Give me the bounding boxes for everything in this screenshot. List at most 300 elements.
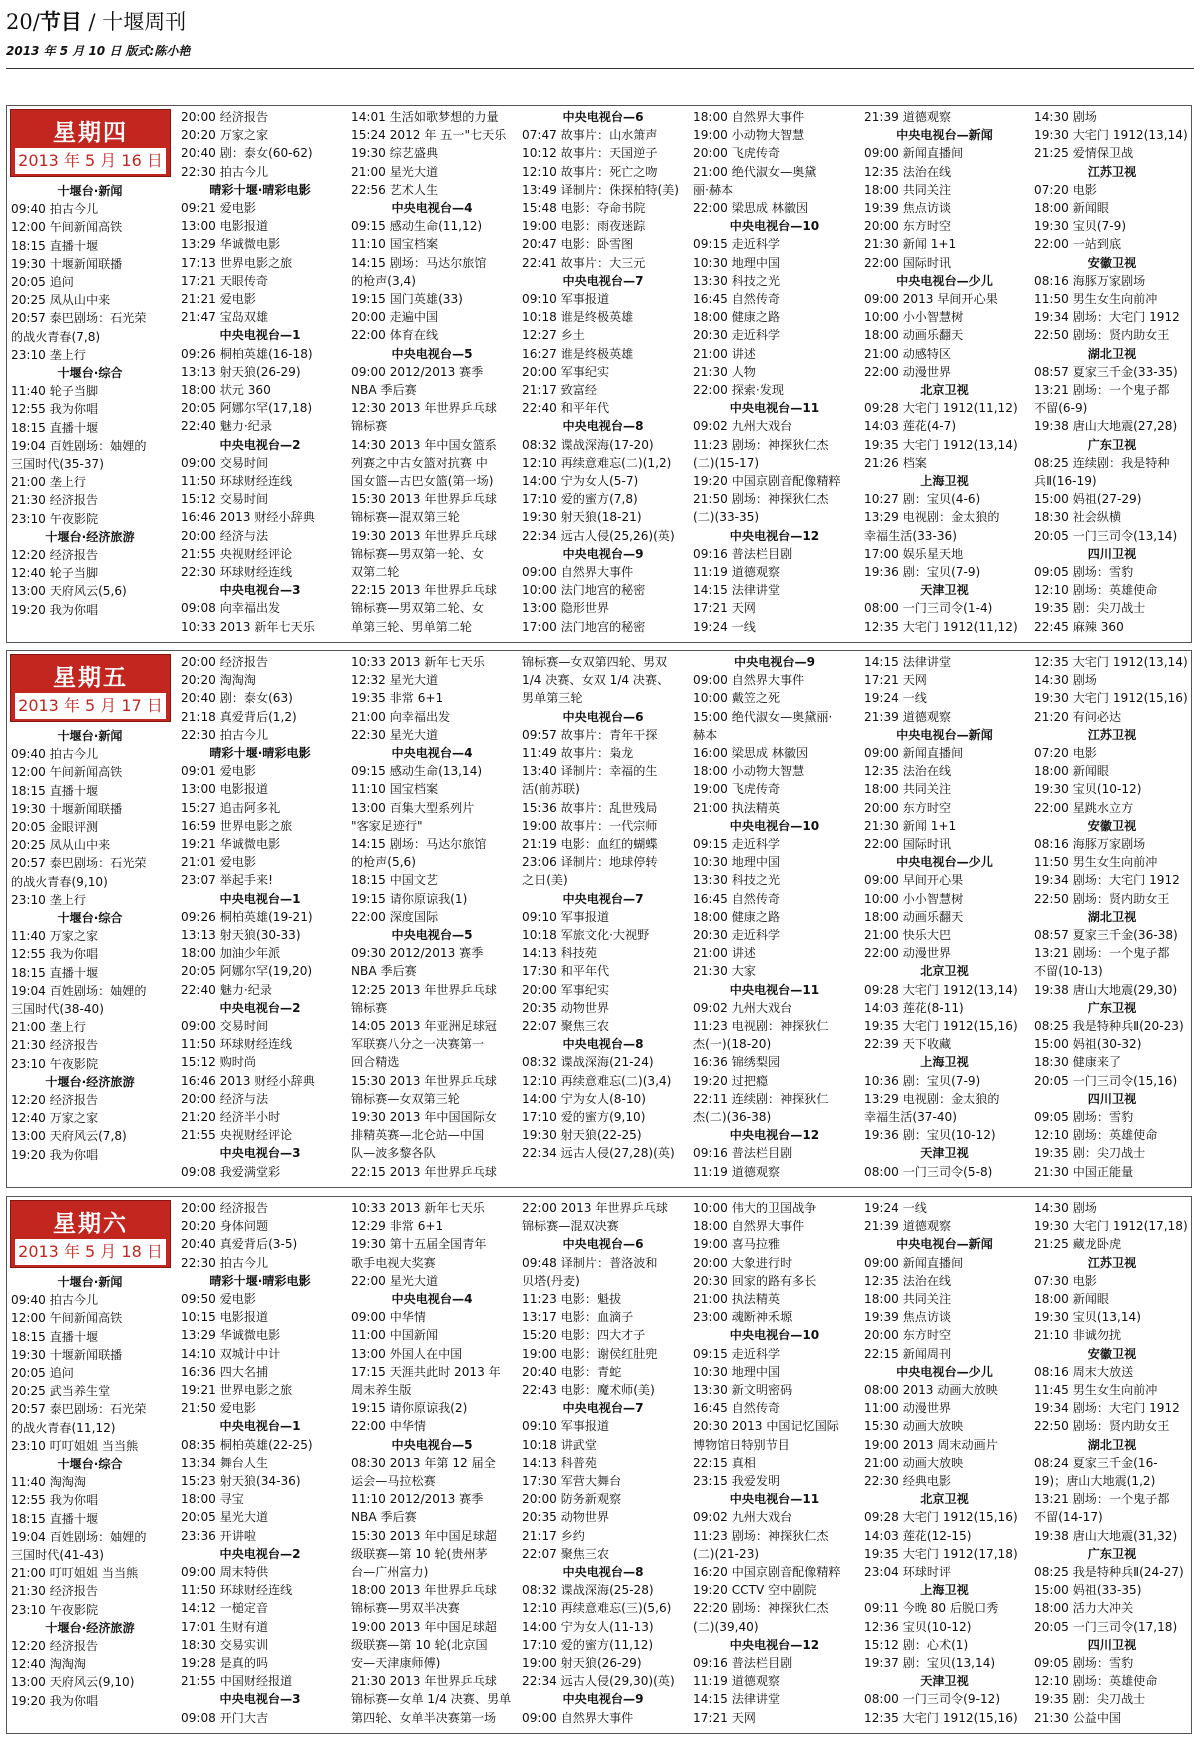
program-line: 20:05 阿娜尔罕(17,18) — [181, 401, 313, 416]
program-line: 17:00 法门地宫的秘密 — [522, 619, 646, 634]
program-line: 09:00 新闻直播间 — [864, 1255, 964, 1270]
program-line: 18:00 新闻眼 — [1034, 764, 1109, 779]
program-line: 12:20 经济报告 — [11, 1639, 99, 1654]
program-line: 不留(10-13) — [1034, 964, 1103, 979]
program-line: 19:24 一线 — [864, 691, 927, 706]
program-line: 20:35 动物世界 — [522, 1000, 610, 1015]
program-line: 16:36 四大名捕 — [181, 1364, 269, 1379]
program-line: 20:05 一门三司令(17,18) — [1034, 1619, 1178, 1634]
program-line: 10:00 法门地宫的秘密 — [522, 583, 646, 598]
program-line: 08:16 周末大放送 — [1034, 1364, 1134, 1379]
program-line: 09:05 剧场：雪豹 — [1034, 1656, 1134, 1671]
program-line: 11:50 环球财经连线 — [181, 474, 293, 489]
program-line: 第四轮、女单半决赛第一场 — [351, 1710, 497, 1725]
program-line: 12:20 经济报告 — [11, 1093, 99, 1108]
program-line: 15:00 绝代淑女—奥黛丽· — [693, 709, 833, 724]
program-line: 20:40 电影：青蛇 — [522, 1364, 622, 1379]
schedule-column — [864, 1199, 1025, 1727]
program-line: 23:00 魂断神禾塬 — [693, 1310, 793, 1325]
program-line: 11:50 男生女生向前冲 — [1034, 855, 1158, 870]
program-line: 18:00 2013 年世界乒乓球 — [351, 1583, 497, 1598]
program-line: 幸福生活(37-40) — [864, 1110, 957, 1125]
channel-heading: 中央电视台—8 — [562, 1565, 644, 1580]
program-line: 10:00 小小智慧树 — [864, 310, 964, 325]
program-line: 20:05 追问 — [11, 1366, 74, 1381]
program-line: 21:39 道德观察 — [864, 1219, 952, 1234]
program-line: 22:30 环球财经连线 — [181, 565, 293, 580]
program-line: 10:00 小小智慧树 — [864, 891, 964, 906]
program-line: 14:15 法律讲堂 — [864, 655, 952, 669]
channel-heading: 中央电视台—2 — [219, 1000, 301, 1015]
channel-heading: 十堰台·经济旅游 — [45, 1074, 135, 1089]
program-line: 18:00 自然界大事件 — [693, 110, 805, 124]
program-line: 09:00 早间开心果 — [864, 873, 964, 888]
program-line: 锦标赛—男双第二轮、女 — [351, 601, 485, 616]
program-line: 15:27 追击阿多礼 — [181, 800, 281, 815]
program-line: 19:35 剧：尖刀战士 — [1034, 601, 1146, 616]
program-line: 20:00 军事纪实 — [522, 982, 610, 997]
channel-heading: 四川卫视 — [1087, 546, 1137, 561]
channel-heading: 安徽卫视 — [1087, 255, 1137, 270]
program-line: 20:20 淘淘淘 — [181, 673, 256, 688]
program-line: 10:36 剧：宝贝(7-9) — [864, 1073, 981, 1088]
program-line: 09:00 2012/2013 赛季 — [351, 364, 484, 379]
program-line: 22:15 真相 — [693, 1455, 756, 1470]
program-line: 10:18 讲武堂 — [522, 1437, 597, 1452]
channel-heading: 中央电视台—9 — [562, 1692, 644, 1707]
program-line: 19:30 宝贝(10-12) — [1034, 782, 1142, 797]
program-line: 21:30 经济报告 — [11, 1038, 99, 1053]
program-line: 20:00 东方时空 — [864, 1328, 952, 1343]
program-line: 21:30 经济报告 — [11, 493, 99, 508]
program-line: 19:39 焦点访谈 — [864, 1310, 952, 1325]
program-line: 19:30 大宅门 1912(17,18) — [1034, 1219, 1188, 1234]
program-line: 22:00 体育在线 — [351, 328, 439, 343]
program-line: 20:00 东方时空 — [864, 219, 952, 234]
program-line: 09:10 军事报道 — [522, 292, 610, 307]
program-line: 19:36 剧：宝贝(10-12) — [864, 1128, 996, 1143]
program-line: 22:39 天下收藏 — [864, 1037, 952, 1052]
program-line: 12:00 午间新闻高铁 — [11, 220, 123, 235]
program-line: 回合精选 — [351, 1055, 400, 1070]
channel-heading: 上海卫视 — [920, 1055, 969, 1070]
program-line: 19:30 第十五届全国青年 — [351, 1237, 487, 1252]
program-line: 12:55 我为你唱 — [11, 1493, 99, 1508]
program-line: 14:03 莲花(8-11) — [864, 1000, 964, 1015]
channel-heading: 中央电视台—3 — [219, 583, 301, 598]
program-line: 16:46 2013 财经小辞典 — [181, 510, 315, 525]
program-line: 单第三轮、男单第二轮 — [351, 619, 472, 634]
program-line: 锦标赛—混双第三轮 — [351, 510, 460, 525]
program-line: 22:40 魅力·纪录 — [181, 982, 272, 997]
program-line: 13:29 华诚微电影 — [181, 237, 281, 252]
program-line: 三国时代(35-37) — [11, 457, 104, 472]
channel-heading: 中央电视台—7 — [562, 891, 644, 906]
program-line: 19)；唐山大地震(1,2) — [1034, 1474, 1156, 1489]
program-line: 21:39 道德观察 — [864, 110, 952, 124]
program-line: 21:20 经济半小时 — [181, 1110, 281, 1125]
program-line: 08:32 谍战深海(21-24) — [522, 1055, 654, 1070]
channel-heading: 中央电视台—7 — [562, 273, 644, 288]
program-line: 21:30 新闻 1+1 — [864, 237, 957, 252]
program-line: 08:25 我是特种兵Ⅱ(24-27) — [1034, 1565, 1184, 1580]
channel-heading: 十堰台·综合 — [57, 1457, 123, 1472]
channel-heading: 中央电视台—新闻 — [896, 1237, 993, 1252]
channel-heading: 中央电视台—4 — [391, 1292, 473, 1307]
program-line: 07:47 故事片：山水箫声 — [522, 128, 658, 143]
program-line: 之日(美) — [522, 873, 568, 888]
program-line: 19:20 中国京剧音配像精粹 — [693, 474, 841, 489]
program-line: 09:02 九州大戏台 — [693, 1510, 793, 1525]
program-line: 锦标赛 — [351, 1000, 388, 1015]
program-line: 11:19 道德观察 — [693, 1164, 781, 1179]
program-line: 09:15 走近科学 — [693, 837, 781, 852]
schedule-column — [522, 653, 684, 1163]
program-line: 14:01 生活如歌梦想的力量 — [351, 110, 499, 124]
program-line: 11:50 环球财经连线 — [181, 1037, 293, 1052]
channel-heading: 四川卫视 — [1087, 1091, 1137, 1106]
program-line: 13:21 剧场：一个鬼子都 — [1034, 383, 1170, 398]
program-line: 15:30 2013 年世界乒乓球 — [351, 1073, 497, 1088]
program-line: 19:00 故事片：一代宗师 — [522, 818, 658, 833]
program-line: 08:00 一门三司令(1-4) — [864, 601, 993, 616]
program-line: 09:26 桐柏英雄(16-18) — [181, 346, 313, 361]
program-line: 21:30 新闻 1+1 — [864, 818, 957, 833]
program-line: 19:30 射天狼(22-25) — [522, 1128, 642, 1143]
program-line: 09:30 2012/2013 赛季 — [351, 946, 484, 961]
channel-heading: 中央电视台—6 — [562, 1237, 644, 1252]
program-line: 活(前苏联) — [522, 782, 580, 797]
program-line: 18:00 共同关注 — [864, 1292, 952, 1307]
program-line: 12:27 乡土 — [522, 328, 585, 343]
program-line: 22:00 国际时讯 — [864, 255, 952, 270]
program-line: 17:30 和平年代 — [522, 964, 610, 979]
program-line: 14:13 科技苑 — [522, 946, 597, 961]
channel-heading: 中央电视台—10 — [729, 818, 820, 833]
program-line: 23:10 垄上行 — [11, 892, 86, 907]
channel-heading: 中央电视台—11 — [729, 1492, 820, 1507]
program-line: 11:19 道德观察 — [693, 1674, 781, 1689]
schedule-column — [1034, 1199, 1190, 1727]
program-line: 12:00 午间新闻高铁 — [11, 765, 123, 780]
program-line: (二)(33-35) — [693, 510, 760, 525]
program-line: 23:10 午夜影院 — [11, 1602, 99, 1617]
program-line: 运会—马拉松赛 — [351, 1474, 436, 1489]
program-line: 19:35 非常 6+1 — [351, 691, 444, 706]
program-line: 17:21 天网 — [693, 601, 756, 616]
program-line: 15:23 射天狼(34-36) — [181, 1474, 301, 1489]
program-line: 10:12 故事片：天国逆子 — [522, 146, 658, 161]
program-line: 15:00 妈祖(27-29) — [1034, 492, 1142, 507]
channel-heading: 中央电视台—5 — [391, 1437, 473, 1452]
program-line: 12:20 经济报告 — [11, 548, 99, 563]
program-line: 20:00 飞虎传奇 — [693, 146, 781, 161]
channel-heading: 中央电视台—9 — [562, 546, 644, 561]
channel-heading: 中央电视台—1 — [219, 328, 301, 343]
day-badge — [10, 109, 171, 177]
program-line: 12:30 2013 年世界乒乓球 — [351, 401, 497, 416]
program-line: 22:30 拍古今儿 — [181, 727, 269, 742]
program-line: 21:25 爱情保卫战 — [1034, 146, 1134, 161]
channel-heading: 中央电视台—12 — [729, 1128, 820, 1143]
channel-heading: 江苏卫视 — [1087, 164, 1137, 179]
program-line: "客家足迹行" — [351, 818, 423, 833]
program-line: 18:15 直播十堰 — [11, 1511, 99, 1526]
program-line: 18:00 状元 360 — [181, 383, 271, 398]
program-line: 08:57 夏家三千金(33-35) — [1034, 364, 1178, 379]
program-line: 21:00 执法精英 — [693, 1292, 781, 1307]
program-line: 20:30 2013 中国记忆国际 — [693, 1419, 839, 1434]
channel-heading: 北京卫视 — [920, 1492, 969, 1507]
channel-heading: 十堰台·新闻 — [57, 729, 123, 743]
program-line: 21:10 非诚勿扰 — [1034, 1328, 1122, 1343]
program-line: 19:04 百姓剧场：妯娌的 — [11, 438, 147, 453]
program-line: 19:00 飞虎传奇 — [693, 782, 781, 797]
section-name: 节目 — [39, 9, 82, 34]
channel-heading: 中央电视台—4 — [391, 201, 473, 216]
program-line: 11:40 轮子当脚 — [11, 384, 99, 399]
program-line: 19:37 剧：宝贝(13,14) — [864, 1656, 996, 1671]
channel-heading: 中央电视台—5 — [391, 928, 473, 943]
program-line: 18:00 共同关注 — [864, 182, 952, 197]
program-line: 19:30 宝贝(13,14) — [1034, 1310, 1141, 1325]
program-line: 23:07 举起手来! — [181, 873, 273, 888]
program-line: 20:25 凤从山中来 — [11, 838, 111, 853]
program-line: 09:00 新闻直播间 — [864, 746, 964, 761]
program-line: 12:10 故事片：死亡之吻 — [522, 164, 658, 179]
channel-heading: 十堰台·经济旅游 — [45, 1620, 135, 1635]
channel-heading: 江苏卫视 — [1087, 1255, 1137, 1270]
program-line: 10:00 伟大的卫国战争 — [693, 1201, 817, 1215]
channel-heading: 晴彩十堰·晴彩电影 — [209, 1273, 311, 1288]
schedule-column — [522, 108, 684, 636]
channel-heading: 天津卫视 — [920, 1146, 969, 1161]
program-line: 21:26 档案 — [864, 455, 927, 470]
program-line: 18:00 新闻眼 — [1034, 1292, 1109, 1307]
program-line: 12:36 宝贝(10-12) — [864, 1619, 972, 1634]
publication-name: 十堰周刊 — [102, 10, 187, 34]
program-line: 20:05 一门三司令(13,14) — [1034, 528, 1178, 543]
program-line: 21:17 致富经 — [522, 383, 597, 398]
program-line: 09:08 开门大吉 — [181, 1710, 269, 1725]
program-line: 09:02 九州大戏台 — [693, 419, 793, 434]
program-line: 09:05 剧场：雪豹 — [1034, 565, 1134, 580]
program-line: 19:30 宝贝(7-9) — [1034, 219, 1127, 234]
program-line: 18:15 中国文艺 — [351, 873, 439, 888]
program-line: 12:10 再续意难忘(二)(3,4) — [522, 1073, 672, 1088]
program-line: 13:21 剧场：一个鬼子都 — [1034, 946, 1170, 961]
channel-heading: 晴彩十堰·晴彩电影 — [209, 182, 311, 197]
program-line: 19:30 十堰新闻联播 — [11, 801, 123, 816]
program-line: 22:00 中华情 — [351, 1419, 426, 1434]
program-line: 19:21 世界电影之旅 — [181, 1383, 293, 1398]
program-line: 20:00 经济报告 — [181, 1201, 269, 1215]
program-line: 07:20 电影 — [1034, 182, 1097, 197]
program-line: 16:36 锦绣梨园 — [693, 1055, 781, 1070]
program-line: 22:00 国际时讯 — [864, 837, 952, 852]
program-line: 17:21 天眼传奇 — [181, 273, 269, 288]
schedule-column — [1034, 653, 1190, 1181]
program-line: 14:03 莲花(12-15) — [864, 1528, 972, 1543]
program-line: 12:40 万家之家 — [11, 1111, 99, 1126]
program-line: 丽·赫本 — [693, 182, 734, 197]
program-line: 15:24 2012 年 五一"七天乐 — [351, 128, 507, 143]
channel-heading: 中央电视台—10 — [729, 1328, 820, 1343]
program-line: 09:16 普法栏目剧 — [693, 1656, 793, 1671]
program-line: 13:29 电视剧：金太狼的 — [864, 1091, 1000, 1106]
program-line: 20:47 电影：卧雪图 — [522, 237, 634, 252]
program-line: 19:35 大宅门 1912(15,16) — [864, 1019, 1018, 1034]
program-line: 22:45 麻辣 360 — [1034, 619, 1124, 634]
program-line: 15:12 交易时间 — [181, 492, 269, 507]
program-line: 09:00 2013 早间开心果 — [864, 292, 998, 307]
program-line: 21:25 藏龙卧虎 — [1034, 1237, 1122, 1252]
program-line: 22:00 星光大道 — [351, 1273, 439, 1288]
program-line: 22:20 剧场：神探狄仁杰 — [693, 1601, 829, 1616]
program-line: 21:00 讲述 — [693, 946, 756, 961]
program-line: 13:40 译制片：幸福的生 — [522, 764, 658, 779]
program-line: 10:33 2013 新年七天乐 — [351, 655, 485, 669]
program-line: 22:00 探索·发现 — [693, 383, 784, 398]
schedule-column — [864, 108, 1025, 636]
program-line: 08:00 一门三司令(5-8) — [864, 1164, 993, 1179]
program-line: 列赛之中古女篮对抗赛 中 — [351, 455, 488, 470]
program-line: 12:35 法治在线 — [864, 764, 952, 779]
schedule-column — [522, 1199, 684, 1727]
program-line: 15:12 剧：心术(1) — [864, 1637, 969, 1652]
program-line: 22:11 连续剧：神探狄仁 — [693, 1091, 829, 1106]
program-line: 19:00 电影：谢侯红肚兜 — [522, 1346, 658, 1361]
channel-heading: 中央电视台—7 — [562, 1401, 644, 1416]
program-line: 22:30 拍古今儿 — [181, 164, 269, 179]
program-line: 19:30 十堰新闻联播 — [11, 1347, 123, 1362]
channel-heading: 中央电视台—新闻 — [896, 727, 993, 742]
program-line: 15:12 购时尚 — [181, 1055, 256, 1070]
channel-heading: 中央电视台—新闻 — [896, 128, 993, 143]
program-line: 级联赛—第 10 轮(贵州茅 — [351, 1546, 488, 1561]
program-line: 09:48 译制片：普洛波和 — [522, 1255, 658, 1270]
program-line: 军联赛八分之一决赛第一 — [351, 1037, 485, 1052]
program-line: 10:33 2013 新年七天乐 — [351, 1201, 485, 1215]
program-line: 20:00 防务新观察 — [522, 1492, 622, 1507]
program-line: 22:41 故事片：大三元 — [522, 255, 646, 270]
program-line: 21:30 2013 年世界乒乓球 — [351, 1674, 497, 1689]
program-line: 14:15 法律讲堂 — [693, 583, 781, 598]
program-line: 16:27 谁是终极英雄 — [522, 346, 634, 361]
program-line: 21:21 爱电影 — [181, 292, 256, 307]
program-line: 21:01 爱电影 — [181, 855, 256, 870]
program-line: 08:00 2013 动画大放映 — [864, 1383, 998, 1398]
program-line: 杰(二)(36-38) — [693, 1110, 772, 1125]
program-line: 21:30 公益中国 — [1034, 1710, 1122, 1725]
program-line: 15:36 故事片：乱世残局 — [522, 800, 658, 815]
program-line: 12:25 2013 年世界乒乓球 — [351, 982, 497, 997]
schedule-column — [11, 182, 169, 619]
program-line: 09:26 桐柏英雄(19-21) — [181, 909, 313, 924]
program-line: 12:35 法治在线 — [864, 164, 952, 179]
program-line: 21:00 动感特区 — [864, 346, 952, 361]
program-line: 13:30 科技之光 — [693, 873, 781, 888]
program-line: 18:00 健康之路 — [693, 909, 781, 924]
program-line: 19:38 唐山大地震(27,28) — [1034, 419, 1178, 434]
program-line: 12:29 非常 6+1 — [351, 1219, 444, 1234]
program-line: 08:16 海豚万家剧场 — [1034, 837, 1146, 852]
program-line: 19:00 电影：雨夜迷踪 — [522, 219, 646, 234]
program-line: 歌手电视大奖赛 — [351, 1255, 436, 1270]
channel-heading: 中央电视台—少儿 — [896, 273, 993, 288]
program-line: 22:34 远古人侵(27,28)(英) — [522, 1146, 675, 1161]
program-line: 09:00 自然界大事件 — [693, 673, 805, 688]
program-line: 19:20 我为你唱 — [11, 1147, 99, 1162]
program-line: 锦标赛—女单 1/4 决赛、男单 — [351, 1692, 512, 1707]
program-line: 13:00 电影报道 — [181, 782, 269, 797]
program-line: 08:35 桐柏英雄(22-25) — [181, 1437, 313, 1452]
program-line: 13:30 科技之光 — [693, 273, 781, 288]
program-line: 17:10 爱的蜜方(9,10) — [522, 1110, 646, 1125]
program-line: 09:00 交易时间 — [181, 455, 269, 470]
program-line: 18:15 直播十堰 — [11, 1329, 99, 1344]
program-line: 20:57 泰巴剧场：石光荣 — [11, 311, 147, 326]
program-line: 09:40 拍古今儿 — [11, 1293, 99, 1308]
program-line: 09:00 交易时间 — [181, 1019, 269, 1034]
channel-heading: 中央电视台—2 — [219, 1546, 301, 1561]
program-line: 13:13 射天狼(26-29) — [181, 364, 301, 379]
program-line: 10:27 剧：宝贝(4-6) — [864, 492, 981, 507]
program-line: 13:00 天府风云(9,10) — [11, 1675, 135, 1690]
program-line: 的战火青春(11,12) — [11, 1420, 116, 1435]
date-label: 2013 年 5 月 18 日 — [15, 1239, 166, 1265]
program-line: 17:15 天涯共此时 2013 年 — [351, 1364, 501, 1379]
program-line: 22:00 梁思成 林徽因 — [693, 201, 809, 216]
program-line: 12:55 我为你唱 — [11, 947, 99, 962]
program-line: 22:00 2013 年世界乒乓球 — [522, 1201, 668, 1215]
program-line: 13:30 新文明密码 — [693, 1383, 793, 1398]
program-line: 18:15 直播十堰 — [11, 420, 99, 435]
program-line: 19:38 唐山大地震(31,32) — [1034, 1528, 1178, 1543]
channel-heading: 中央电视台—12 — [729, 528, 820, 543]
program-line: 09:16 普法栏目剧 — [693, 546, 793, 561]
program-line: 09:10 军事报道 — [522, 909, 610, 924]
program-line: 09:00 自然界大事件 — [522, 565, 634, 580]
program-line: 19:35 大宅门 1912(13,14) — [864, 437, 1018, 452]
program-line: 13:17 电影：血滴子 — [522, 1310, 634, 1325]
day-section — [6, 1196, 1192, 1734]
program-line: 19:00 小动物大智慧 — [693, 128, 805, 143]
channel-heading: 江苏卫视 — [1087, 727, 1137, 742]
program-line: 23:36 开讲啦 — [181, 1528, 256, 1543]
program-line: 19:34 剧场：大宅门 1912 — [1034, 1401, 1180, 1416]
program-line: 18:15 直播十堰 — [11, 783, 99, 798]
program-line: 12:35 大宅门 1912(11,12) — [864, 619, 1018, 634]
program-line: 22:15 2013 年世界乒乓球 — [351, 583, 497, 598]
program-line: 09:15 走近科学 — [693, 237, 781, 252]
program-line: 贝塔(丹麦) — [522, 1273, 580, 1288]
program-line: 16:45 自然传奇 — [693, 1401, 781, 1416]
program-line: 09:02 九州大戏台 — [693, 1000, 793, 1015]
program-line: 21:30 大家 — [693, 964, 756, 979]
program-line: 18:15 直播十堰 — [11, 238, 99, 253]
program-line: 09:01 爱电影 — [181, 764, 256, 779]
program-line: 20:20 万家之家 — [181, 128, 269, 143]
program-line: 排精英赛—北仑站—中国 — [351, 1128, 485, 1143]
program-line: NBA 季后赛 — [351, 383, 417, 398]
program-line: 19:00 射天狼(26-29) — [522, 1656, 642, 1671]
program-line: 10:30 地理中国 — [693, 855, 781, 870]
program-line: 13:21 剧场：一个鬼子都 — [1034, 1492, 1170, 1507]
program-line: 周末养生版 — [351, 1383, 412, 1398]
program-line: 19:30 射天狼(18-21) — [522, 510, 642, 525]
channel-heading: 中央电视台—3 — [219, 1146, 301, 1161]
